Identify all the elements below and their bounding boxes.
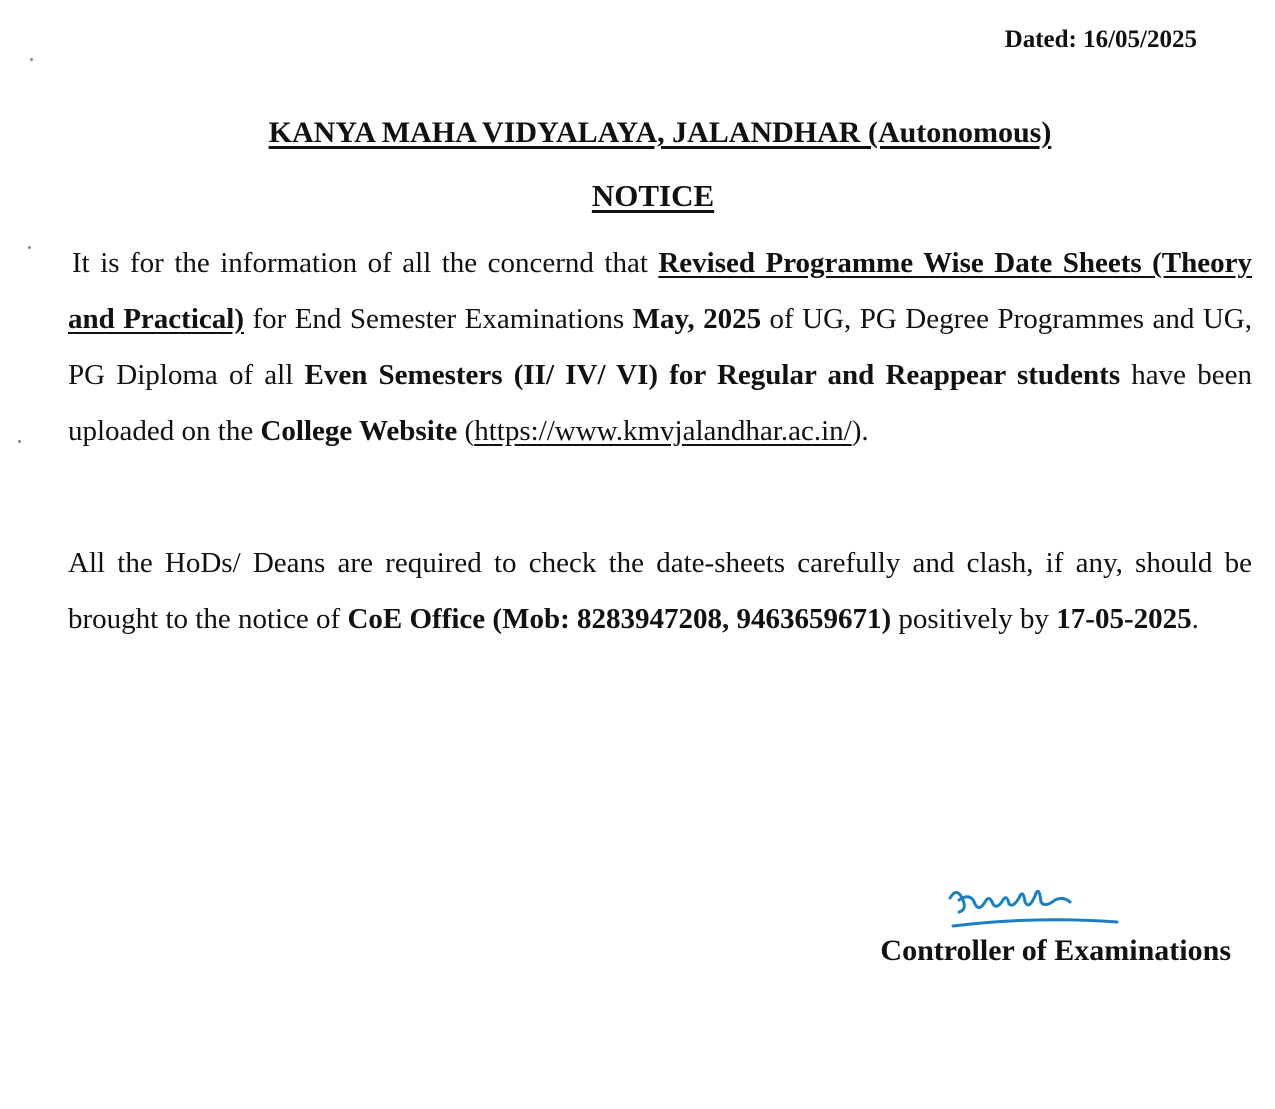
scan-speck: [28, 246, 31, 249]
para1-text-10: ).: [851, 415, 869, 447]
exam-session: May, 2025: [632, 303, 762, 335]
para1-text-7: have been uploaded on the: [68, 359, 1252, 447]
notice-title: NOTICE: [591, 178, 715, 213]
para1-text-9: (: [457, 415, 475, 447]
scan-speck: [30, 58, 33, 61]
signature: [945, 878, 1125, 938]
para1-text-5: of UG, PG Degree Programmes and UG, PG Diploma of all: [68, 303, 1252, 391]
college-website-label: College Website: [260, 415, 458, 447]
signatory-title: Controller of Examinations: [880, 934, 1231, 967]
para2-text-3: positively by: [891, 603, 1057, 635]
para2-text-5: .: [1191, 603, 1199, 635]
website-link[interactable]: https://www.kmvjalandhar.ac.in/: [474, 415, 852, 447]
semesters-info: Even Semesters (II/ IV/ VI) for Regular and Reappear students: [304, 359, 1121, 391]
para1-text-1: It is for the information of all the concernd that: [72, 247, 659, 279]
deadline-date: 17-05-2025: [1056, 603, 1192, 635]
notice-date: Dated: 16/05/2025: [1004, 26, 1197, 53]
scan-speck: [18, 440, 21, 443]
notice-paragraph-2: [68, 535, 1252, 647]
coe-office-contact: CoE Office (Mob: 8283947208, 9463659671): [347, 603, 892, 635]
para1-text-3: for End Semester Examinations: [243, 303, 633, 335]
notice-paragraph-1: [68, 235, 1252, 459]
para2-text-1: All the HoDs/ Deans are required to check the date-sheets carefully and clash, if any, should be brought to the notice of: [68, 547, 1252, 635]
institution-name: KANYA MAHA VIDYALAYA, JALANDHAR (Autonomous): [268, 116, 1052, 149]
date-sheets-title: Revised Programme Wise Date Sheets (Theory and Practical): [68, 247, 1252, 335]
